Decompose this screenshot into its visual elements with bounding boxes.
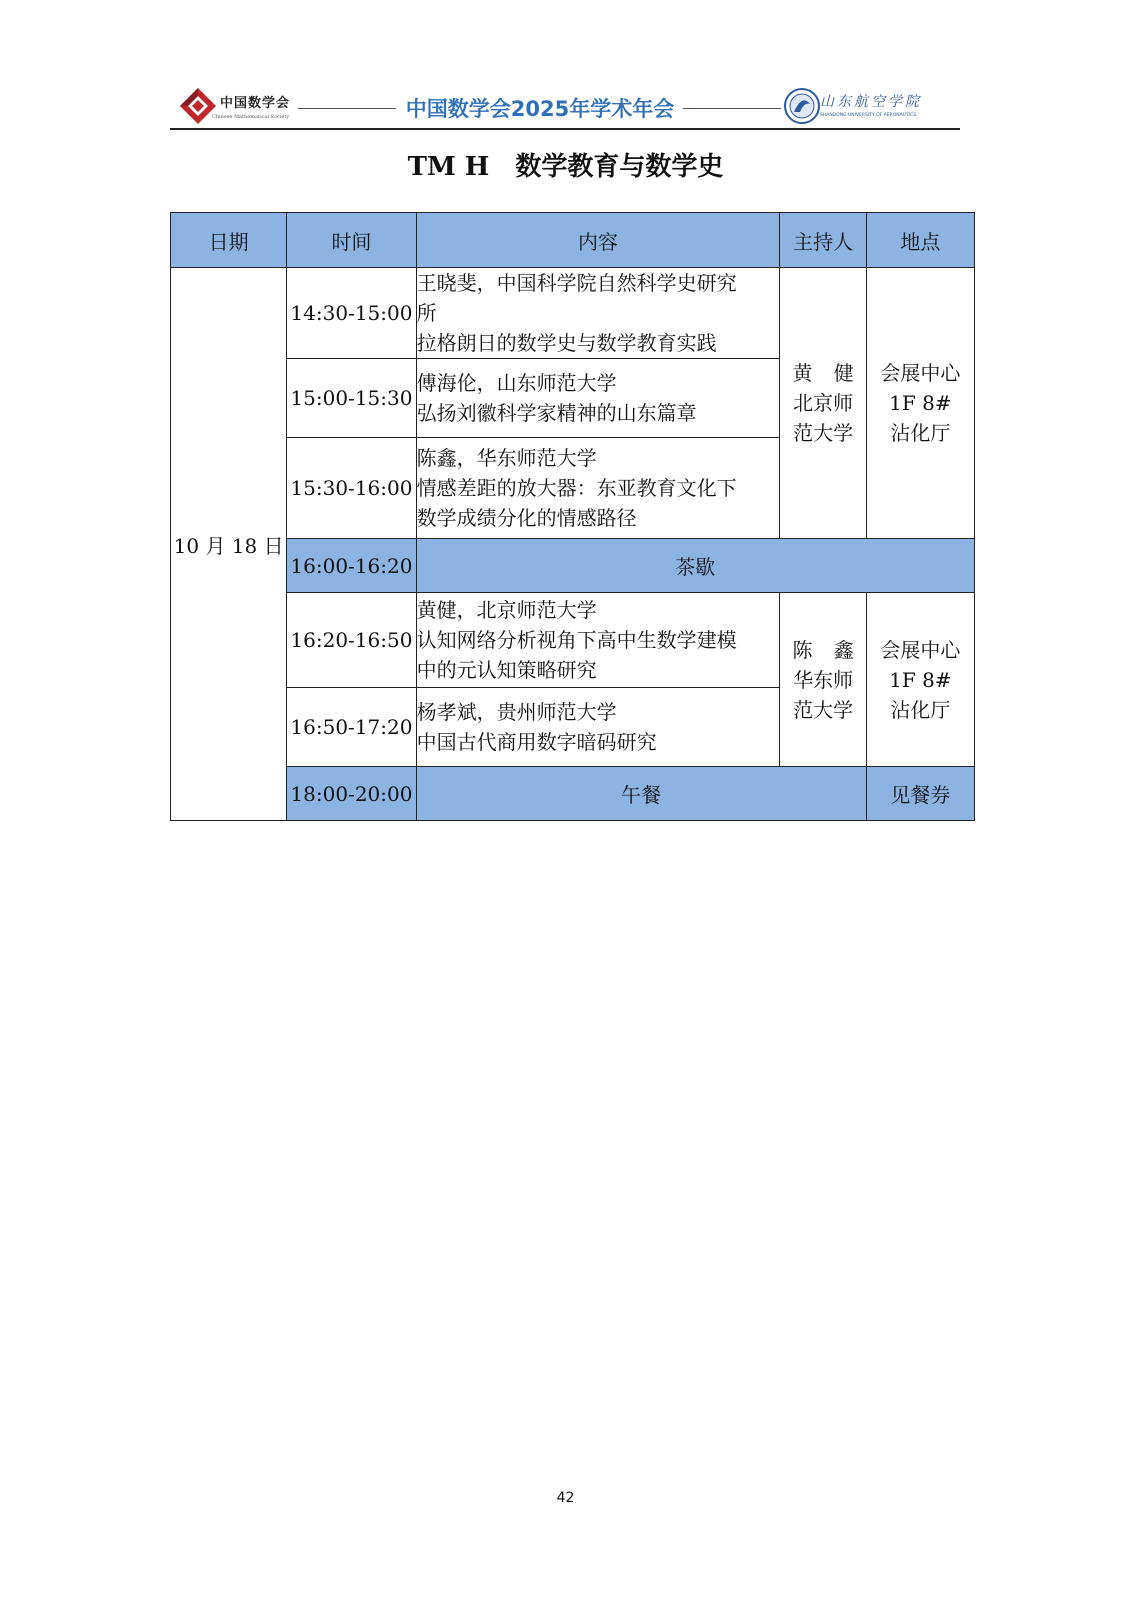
venue-line: 会展中心 <box>880 361 961 385</box>
meal-row <box>171 767 975 821</box>
host-name-char: 黄 <box>792 361 813 385</box>
host-affiliation: 华东师 <box>793 667 854 692</box>
session-time: 14:30-15:00 <box>287 268 416 359</box>
session-content <box>416 688 780 767</box>
org-name: 中国数学会 <box>220 96 291 111</box>
sau-logo-icon <box>782 86 822 126</box>
venue-line: 沾化厅 <box>890 697 951 722</box>
content-line: 陈鑫，华东师范大学 <box>416 446 597 470</box>
tea-break-label: 茶歇 <box>416 539 974 593</box>
table-row <box>171 268 975 359</box>
session-content <box>416 268 780 359</box>
content-line: 弘扬刘徽科学家精神的山东篇章 <box>416 401 697 425</box>
venue-line: 1F 8# <box>889 667 952 692</box>
host-school-name-en: SHANDONG UNIVERSITY OF AERONAUTICS <box>820 113 917 118</box>
header-time: 时间 <box>287 213 416 268</box>
session-content <box>416 359 780 438</box>
venue-cell <box>866 268 974 539</box>
session-time: 16:50-17:20 <box>287 688 416 767</box>
content-line: 拉格朗日的数学史与数学教育实践 <box>416 331 717 355</box>
date-cell: 10 月 18 日 <box>171 268 287 821</box>
content-line: 中的元认知策略研究 <box>416 658 597 682</box>
session-time: 15:00-15:30 <box>287 359 416 438</box>
meal-venue: 见餐券 <box>866 767 974 821</box>
tea-break-row <box>171 539 975 593</box>
host-affiliation: 范大学 <box>793 697 854 722</box>
cms-logo-icon <box>178 86 218 126</box>
meal-time: 18:00-20:00 <box>287 767 416 821</box>
content-line: 傅海伦，山东师范大学 <box>416 371 617 395</box>
host-name <box>780 358 865 388</box>
org-name-en: Chinese Mathematical Society <box>212 114 290 120</box>
table-row <box>171 593 975 688</box>
content-line: 杨孝斌，贵州师范大学 <box>416 700 617 724</box>
header-venue: 地点 <box>866 213 974 268</box>
host-affiliation: 北京师 <box>793 391 854 415</box>
host-name <box>780 635 865 665</box>
venue-cell <box>866 593 974 767</box>
header-divider-right <box>683 108 781 109</box>
host-affiliation: 范大学 <box>793 421 854 445</box>
venue-line: 会展中心 <box>880 637 961 662</box>
table-header-row <box>171 213 975 268</box>
host-cell <box>780 268 866 539</box>
venue-line: 1F 8# <box>889 391 952 415</box>
content-line: 认知网络分析视角下高中生数学建模 <box>416 628 737 652</box>
header-content: 内容 <box>416 213 780 268</box>
page-number: 42 <box>556 1490 575 1506</box>
content-line: 数学成绩分化的情感路径 <box>416 506 637 530</box>
content-line: 所 <box>416 301 437 325</box>
session-time: 15:30-16:00 <box>287 438 416 539</box>
host-school-name: 山东航空学院 <box>820 94 922 110</box>
header-host: 主持人 <box>780 213 866 268</box>
header-date: 日期 <box>171 213 287 268</box>
session-time: 16:20-16:50 <box>287 593 416 688</box>
host-name-char: 健 <box>833 361 854 385</box>
content-line: 中国古代商用数字暗码研究 <box>416 730 657 754</box>
conference-title: 中国数学会2025年学术年会 <box>405 97 675 121</box>
session-content <box>416 438 780 539</box>
content-line: 王晓斐，中国科学院自然科学史研究 <box>416 271 737 295</box>
header-divider-left <box>298 108 396 109</box>
page-header <box>170 80 960 130</box>
schedule-table <box>170 212 975 821</box>
host-name-char: 鑫 <box>833 637 854 662</box>
meal-label: 午餐 <box>416 767 866 821</box>
page-title: TM H 数学教育与数学史 <box>407 152 724 182</box>
tea-break-time: 16:00-16:20 <box>287 539 416 593</box>
host-name-char: 陈 <box>792 637 813 662</box>
host-cell <box>780 593 866 767</box>
venue-line: 沾化厅 <box>890 421 951 445</box>
content-line: 黄健，北京师范大学 <box>416 598 597 622</box>
session-content <box>416 593 780 688</box>
content-line: 情感差距的放大器：东亚教育文化下 <box>416 476 737 500</box>
header-rule <box>170 128 960 130</box>
